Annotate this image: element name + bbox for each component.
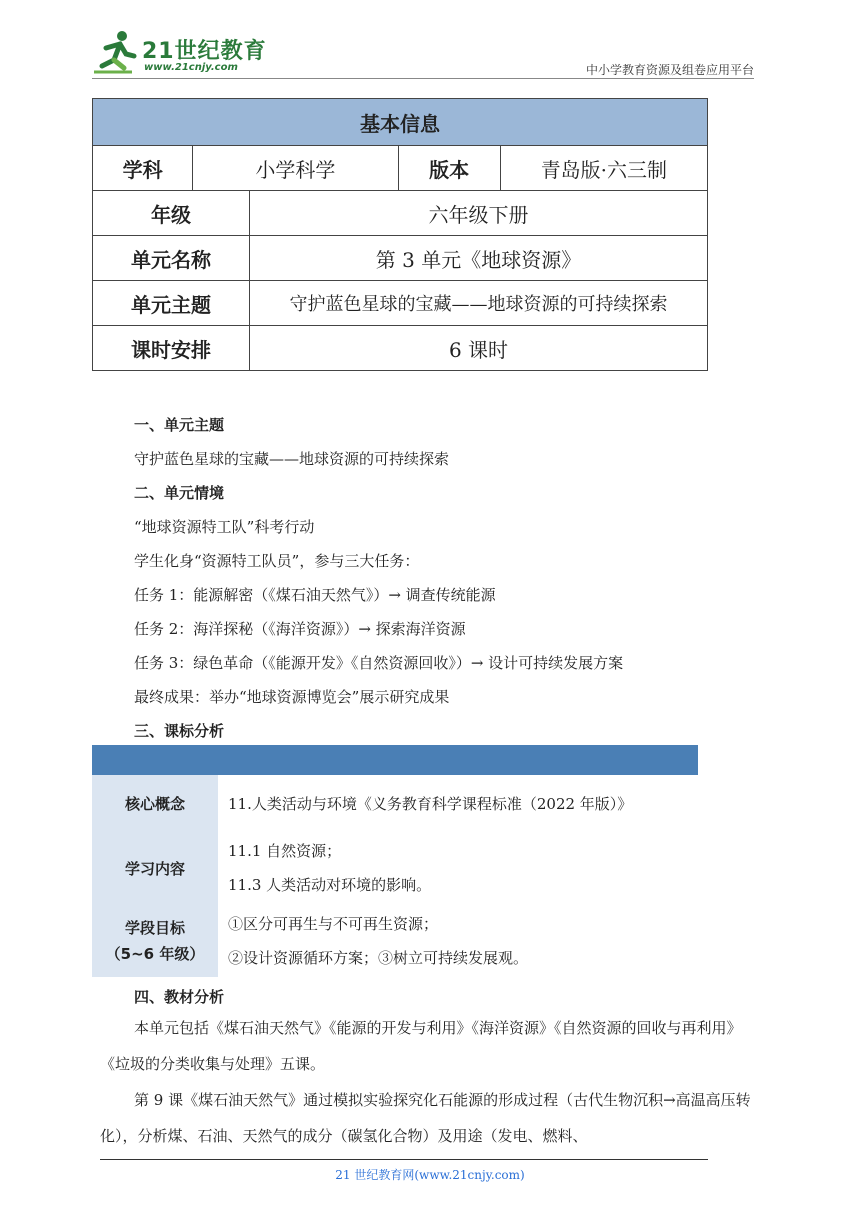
table-row [92,775,698,831]
context-line: 任务 1：能源解密（《煤石油天然气》）→ 调查传统能源 [134,586,496,604]
textbook-paragraph-2: 第 9 课《煤石油天然气》通过模拟实验探究化石能源的形成过程（古代生物沉积→高温高压转化），分析煤、石油、天然气的成分（碳氢化合物）及用途（发电、燃料、 [100,1091,751,1145]
row-label: 学习内容 [92,831,218,905]
footer-link[interactable]: 21 世纪教育网(www.21cnjy.com) [335,1168,525,1182]
grade-value: 六年级下册 [250,191,708,236]
table-row [92,905,698,977]
logo-url: www.21cnjy.com [144,62,238,73]
table-title: 基本信息 [93,99,708,146]
context-line: 任务 3：绿色革命（《能源开发》《自然资源回收》）→ 设计可持续发展方案 [134,654,624,672]
basic-info-table-lower [92,190,708,371]
subject-label: 学科 [93,146,193,191]
unit-theme-value: 守护蓝色星球的宝藏——地球资源的可持续探索 [250,281,708,326]
section-heading-standards: 三、课标分析 [134,722,225,740]
context-line: 任务 2：海洋探秘（《海洋资源》）→ 探索海洋资源 [134,620,466,638]
table-row [92,831,698,905]
row-line: ①区分可再生与不可再生资源； [228,915,439,933]
platform-name: 中小学教育资源及组卷应用平台 [585,63,754,77]
context-line: 学生化身“资源特工队员”，参与三大任务： [134,552,420,570]
row-content [218,775,698,831]
hours-value: 6 课时 [250,326,708,371]
row-line: 11.人类活动与环境《义务教育科学课程标准（2022 年版）》 [228,794,633,813]
basic-info-table [92,98,708,191]
logo-text: 21世纪教育 [142,39,267,64]
runner-icon [92,28,140,76]
site-logo[interactable] [92,28,292,80]
row-line: ②设计资源循环方案；③树立可持续发展观。 [228,949,529,967]
subject-value: 小学科学 [193,146,398,191]
standards-table-header [92,745,698,775]
unit-theme-label: 单元主题 [93,281,250,326]
unit-name-label: 单元名称 [93,236,250,281]
row-line: 11.3 人类活动对环境的影响。 [228,876,432,894]
unit-name-value: 第 3 单元《地球资源》 [250,236,708,281]
section-heading-theme: 一、单元主题 [134,416,225,434]
version-label: 版本 [398,146,500,191]
row-label: 学段目标 （5~6 年级） [92,905,218,977]
context-line: “地球资源特工队”科考行动 [134,518,315,536]
textbook-paragraph-1: 本单元包括《煤石油天然气》《能源的开发与利用》《海洋资源》《自然资源的回收与再利用》《垃圾的分类收集与处理》五课。 [100,1019,742,1073]
row-content [218,831,698,905]
version-value: 青岛版·六三制 [500,146,707,191]
hours-label: 课时安排 [93,326,250,371]
context-line: 最终成果：举办“地球资源博览会”展示研究成果 [134,688,450,706]
grade-label: 年级 [93,191,250,236]
section-heading-context: 二、单元情境 [134,484,225,502]
theme-text: 守护蓝色星球的宝藏——地球资源的可持续探索 [134,450,450,468]
standards-table [92,745,698,977]
section-heading-textbook: 四、教材分析 [134,988,225,1006]
header-divider [92,78,754,79]
page-header [0,0,860,90]
row-content [218,905,698,977]
row-line: 11.1 自然资源； [228,842,342,860]
row-label: 核心概念 [92,775,218,831]
footer-divider [100,1159,708,1160]
